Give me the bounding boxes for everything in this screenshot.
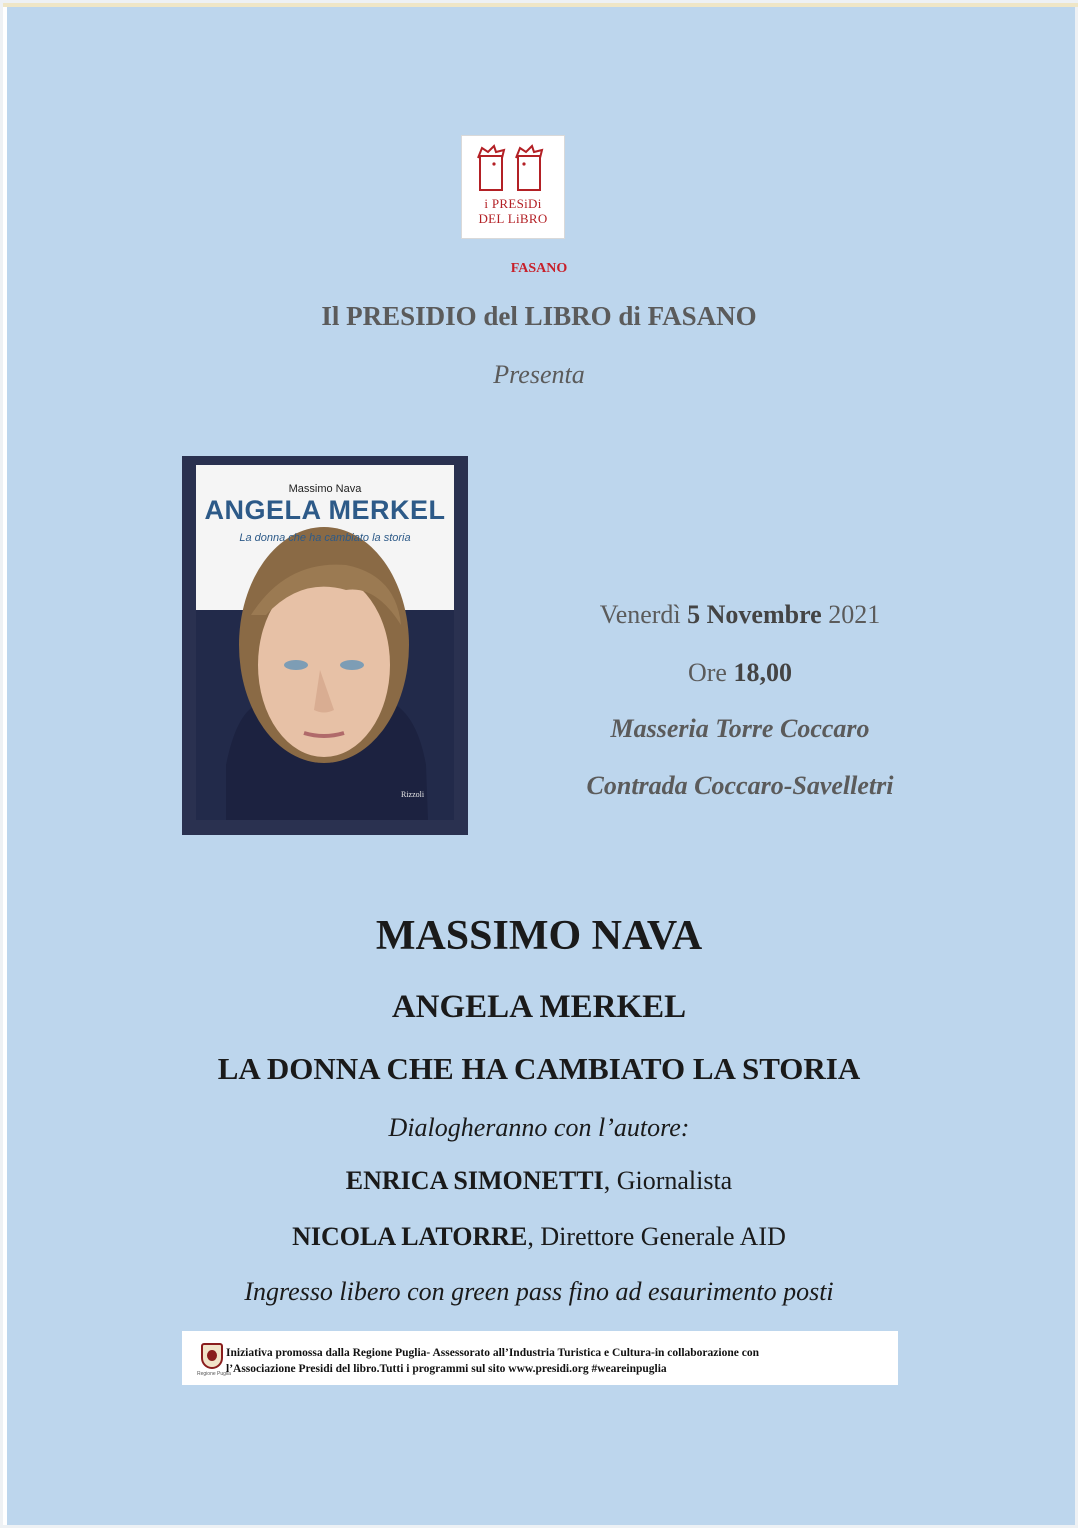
speaker-1	[0, 1166, 1078, 1196]
regione-puglia-emblem-icon	[201, 1343, 223, 1369]
sponsor-banner	[182, 1331, 898, 1385]
city-label: FASANO	[510, 261, 568, 276]
logo-text-line2: DEL LiBRO	[478, 211, 548, 226]
cover-publisher: Rizzoli	[401, 790, 425, 799]
book-cover-face	[196, 465, 454, 820]
speaker-2-name: NICOLA LATORRE	[292, 1222, 528, 1251]
book-subtitle: LA DONNA CHE HA CAMBIATO LA STORIA	[217, 1051, 861, 1086]
entry-note: Ingresso libero con green pass fino ad esaurimento posti	[244, 1277, 834, 1306]
event-weekday: Venerdì	[599, 600, 681, 629]
emblem-center-icon	[207, 1350, 217, 1361]
discussion-intro: Dialogheranno con l’autore:	[388, 1113, 690, 1142]
speaker-1-role: , Giornalista	[603, 1166, 733, 1195]
logo-text-line1: i PRESiDi	[484, 196, 542, 211]
speaker-2-role: , Direttore Generale AID	[527, 1222, 786, 1251]
cover-subtitle: La donna che ha cambiato la storia	[239, 532, 411, 544]
event-time	[540, 658, 940, 688]
sponsor-line-2: l’Associazione Presidi del libro.Tutti i programmi sul sito www.presidi.org #weareinpuglia	[226, 1363, 667, 1375]
speaker-1-name: ENRICA SIMONETTI	[345, 1166, 604, 1195]
event-day-month: 5 Novembre	[687, 600, 822, 629]
event-date	[540, 600, 940, 630]
presents-label: Presenta	[493, 360, 585, 389]
event-year: 2021	[828, 600, 881, 629]
presidi-del-libro-logo	[461, 135, 565, 239]
organizer-title: Il PRESIDIO del LIBRO di FASANO	[321, 301, 757, 331]
emblem-caption: Regione Puglia	[197, 1371, 231, 1377]
event-address: Contrada Coccaro-Savelletri	[586, 771, 894, 800]
book-cover	[182, 456, 468, 835]
speaker-2	[0, 1222, 1078, 1252]
sponsor-line-1: Iniziativa promossa dalla Regione Puglia- Assessorato all’Industria Turistica e Cultura-in collaborazione con	[226, 1347, 759, 1359]
cover-title: ANGELA MERKEL	[204, 495, 446, 525]
two-books-icon	[462, 136, 566, 196]
cover-author: Massimo Nava	[288, 483, 362, 495]
event-venue: Masseria Torre Coccaro	[610, 714, 870, 743]
book-title: ANGELA MERKEL	[391, 989, 687, 1025]
book-author: MASSIMO NAVA	[375, 913, 703, 959]
event-time-value: 18,00	[733, 658, 792, 687]
event-time-prefix: Ore	[688, 658, 727, 687]
